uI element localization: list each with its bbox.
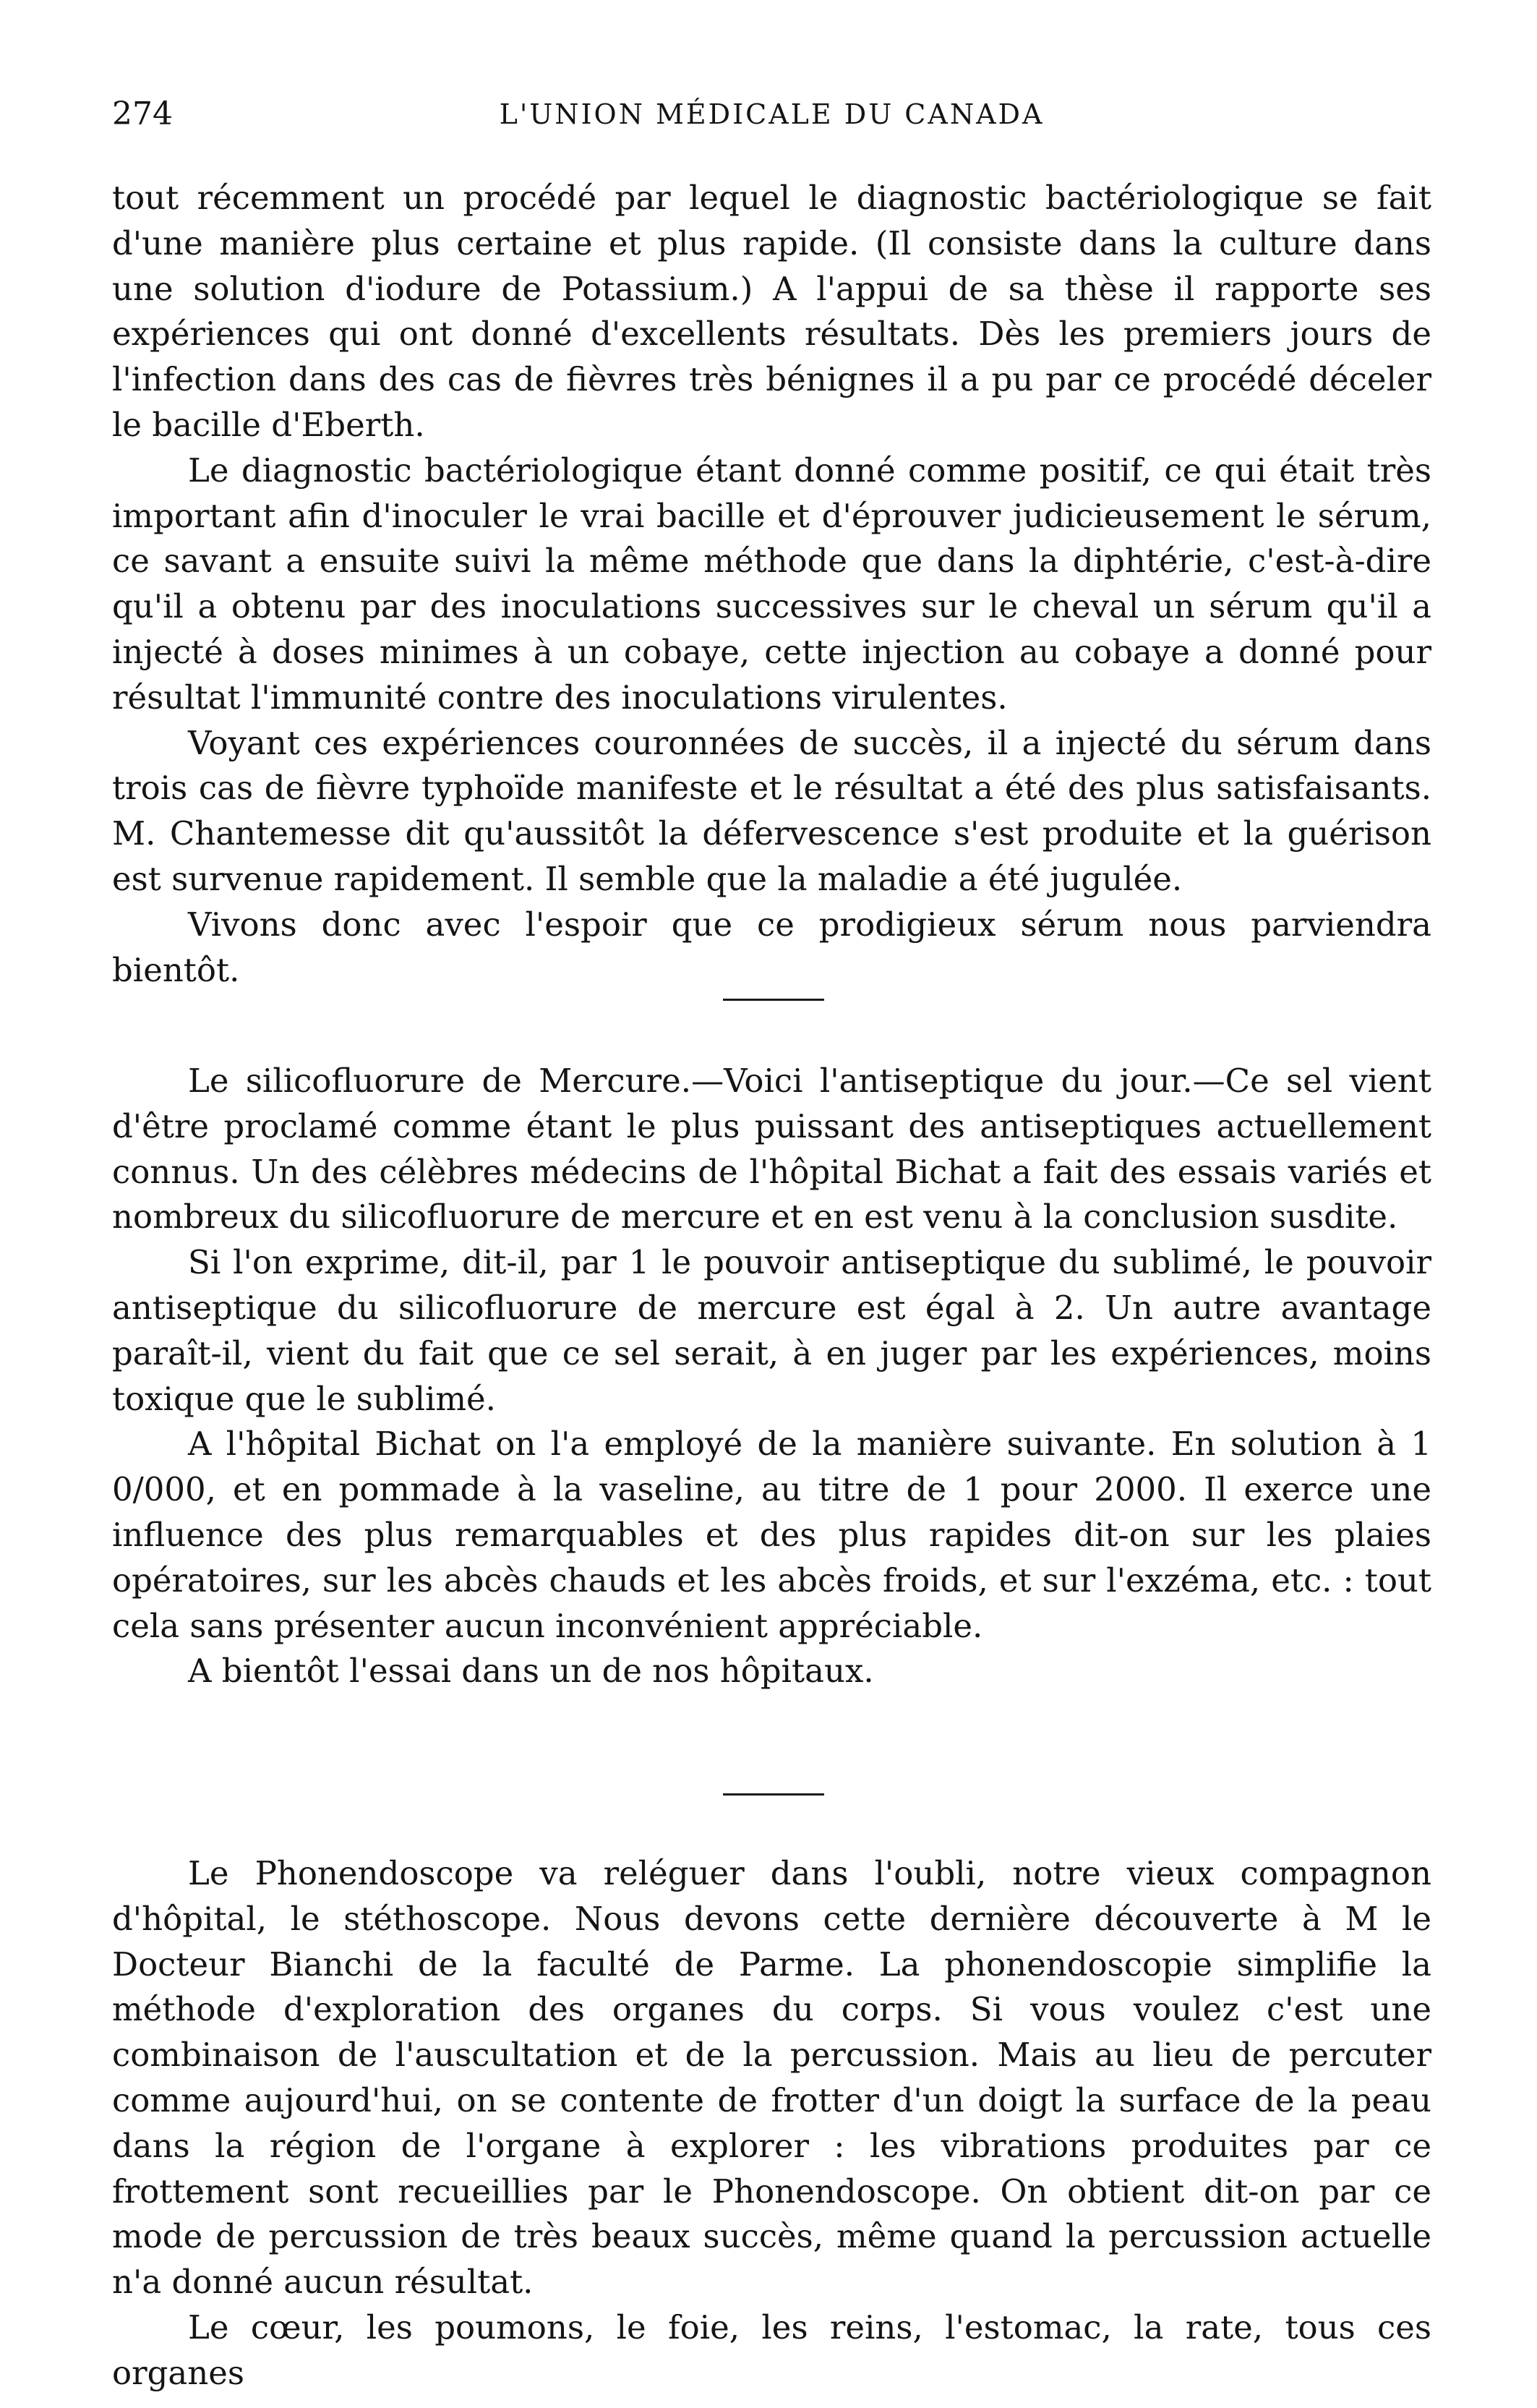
- page-header: [112, 93, 1431, 136]
- paragraph: Le Phonendoscope va reléguer dans l'oubli, notre vieux compagnon d'hôpital, le stéthoscope. Nous devons cette dernière découverte à M le Docteur Bianchi de la faculté de Parme. La phonendoscopie simplifie la méthode d'exploration des organes du corps. Si vous voulez c'est une combinaison de l'auscultation et de la percussion. Mais au lieu de percuter comme aujourd'hui, on se contente de frotter d'un doigt la surface de la peau dans la région de l'organe à explorer : les vibrations produites par ce frottement sont recueillies par le Phonendoscope. On obtient dit-on par ce mode de percussion de très beaux succès, même quand la percussion actuelle n'a donné aucun résultat.: [112, 1854, 1431, 2302]
- paragraph: A bientôt l'essai dans un de nos hôpitaux.: [188, 1652, 874, 1691]
- section-divider: [723, 1793, 824, 1796]
- paragraph: A l'hôpital Bichat on l'a employé de la manière suivante. En solution à 1 0/000, et en pommade à la vaseline, au titre de 1 pour 2000. Il exerce une influence des plus remarquables et des plus rapides dit-on sur les plaies opératoires, sur les abcès chauds et les abcès froids, et sur l'exzéma, etc. : tout cela sans présenter aucun inconvénient appréciable.: [112, 1425, 1431, 1645]
- paragraph: Voyant ces expériences couronnées de succès, il a injecté du sérum dans trois cas de fièvre typhoïde manifeste et le résultat a été des plus satisfaisants. M. Chantemesse dit qu'aussitôt la défervescence s'est produite et la guérison est survenue rapidement. Il semble que la maladie a été jugulée.: [112, 723, 1431, 898]
- paragraph: Si l'on exprime, dit-il, par 1 le pouvoir antiseptique du sublimé, le pouvoir antiseptique du silicofluorure de mercure est égal à 2. Un autre avantage paraît-il, vient du fait que ce sel serait, à en juger par les expériences, moins toxique que le sublimé.: [112, 1243, 1431, 1418]
- paragraph: Le silicofluorure de Mercure.—Voici l'antiseptique du jour.—Ce sel vient d'être proclamé comme étant le plus puissant des antiseptiques actuellement connus. Un des célèbres médecins de l'hôpital Bichat a fait des essais variés et nombreux du silicofluorure de mercure et en est venu à la conclusion susdite.: [112, 1062, 1431, 1237]
- paragraph: tout récemment un procédé par lequel le diagnostic bactériologique se fait d'une manière plus certaine et plus rapide. (Il consiste dans la culture dans une solution d'iodure de Potassium.) A l'appui de sa thèse il rapporte ses expériences qui ont donné d'excellents résultats. Dès les premiers jours de l'infection dans des cas de fièvres très bénignes il a pu par ce procédé déceler le bacille d'Eberth.: [112, 179, 1431, 444]
- paragraph: Le diagnostic bactériologique étant donné comme positif, ce qui était très important afin d'inoculer le vrai bacille et d'éprouver judicieusement le sérum, ce savant a ensuite suivi la même méthode que dans la diphtérie, c'est-à-dire qu'il a obtenu par des inoculations successives sur le cheval un sérum qu'il a injecté à doses minimes à un cobaye, cette injection au cobaye a donné pour résultat l'immunité contre des inoculations virulentes.: [112, 451, 1431, 717]
- section-divider: [723, 999, 824, 1001]
- paragraph: Vivons donc avec l'espoir que ce prodigieux sérum nous parviendra bientôt.: [112, 905, 1431, 989]
- article-typhoid-serum: [112, 176, 1431, 993]
- article-silicofluorure: [112, 1059, 1431, 1694]
- paragraph: Le cœur, les poumons, le foie, les reins, l'estomac, la rate, tous ces organes: [112, 2307, 1431, 2392]
- article-phonendoscope: [112, 1851, 1431, 2396]
- running-title: L'UNION MÉDICALE DU CANADA: [499, 98, 1045, 130]
- page-number: 274: [112, 95, 173, 132]
